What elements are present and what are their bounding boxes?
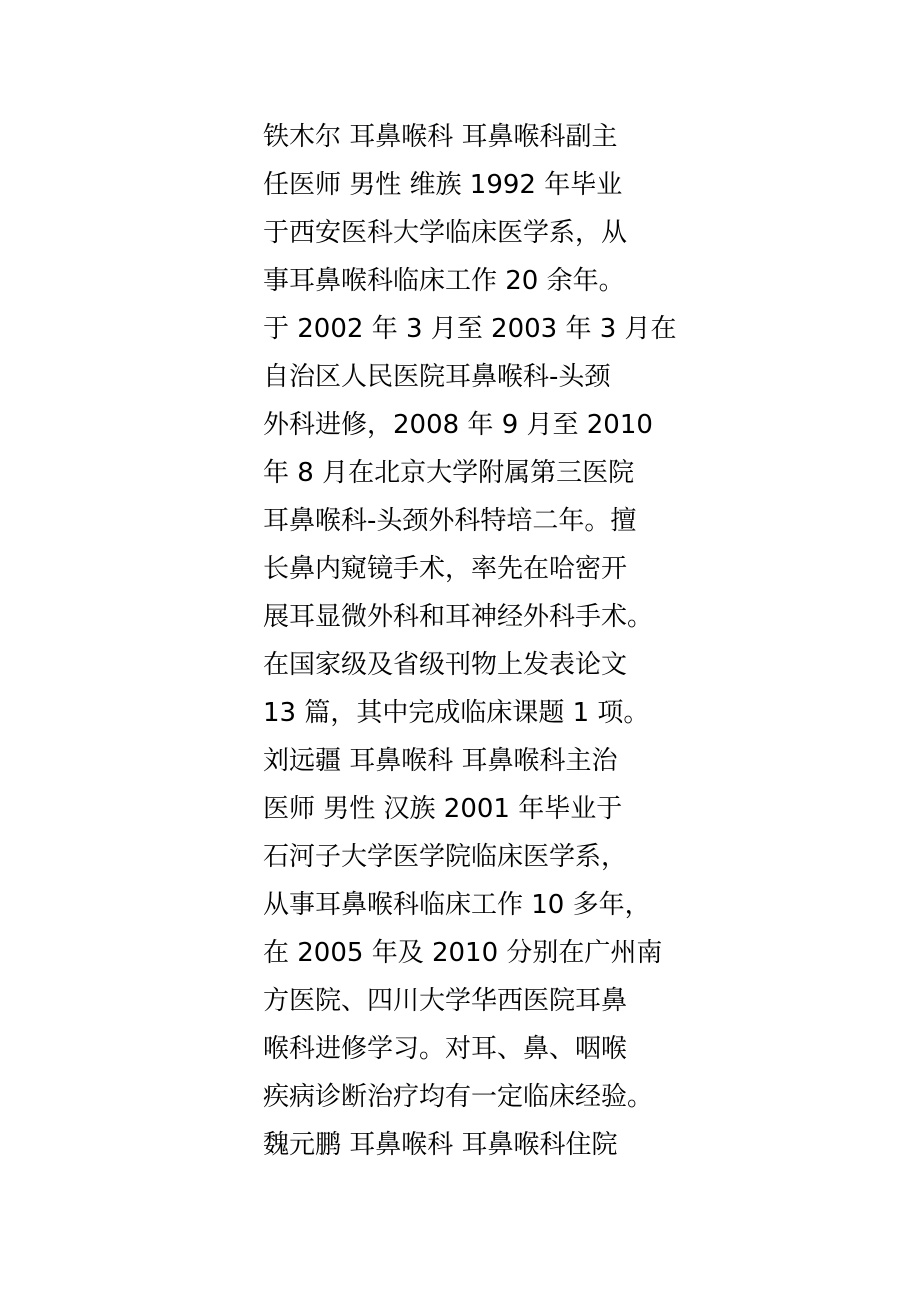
- text-line: 石河子大学医学院临床医学系，: [263, 842, 628, 872]
- text-line: 任医师 男性 维族 1992 年毕业: [263, 170, 623, 200]
- text-line: 刘远疆 耳鼻喉科 耳鼻喉科主治: [263, 746, 618, 776]
- text-line: 于西安医科大学临床医学系，从: [263, 218, 628, 248]
- text-line: 13 篇，其中完成临床课题 1 项。: [263, 698, 650, 728]
- text-line: 事耳鼻喉科临床工作 20 余年。: [263, 266, 625, 296]
- text-line: 自治区人民医院耳鼻喉科-头颈: [263, 362, 611, 392]
- text-line: 医师 男性 汉族 2001 年毕业于: [263, 794, 623, 824]
- text-line: 于 2002 年 3 月至 2003 年 3 月在: [263, 314, 677, 344]
- text-line: 耳鼻喉科-头颈外科特培二年。擅: [263, 506, 637, 536]
- text-line: 铁木尔 耳鼻喉科 耳鼻喉科副主: [263, 122, 618, 152]
- text-line: 从事耳鼻喉科临床工作 10 多年，: [263, 890, 651, 920]
- text-line: 长鼻内窥镜手术，率先在哈密开: [263, 554, 628, 584]
- text-line: 疾病诊断治疗均有一定临床经验。: [263, 1082, 654, 1112]
- text-line: 年 8 月在北京大学附属第三医院: [263, 458, 635, 488]
- text-line: 外科进修，2008 年 9 月至 2010: [263, 410, 653, 440]
- text-line: 在国家级及省级刊物上发表论文: [263, 650, 628, 680]
- document-body: [263, 113, 683, 1169]
- text-line: 展耳显微外科和耳神经外科手术。: [263, 602, 654, 632]
- text-line: 在 2005 年及 2010 分别在广州南: [263, 938, 663, 968]
- text-line: 方医院、四川大学华西医院耳鼻: [263, 986, 628, 1016]
- text-line: 喉科进修学习。对耳、鼻、咽喉: [263, 1034, 628, 1064]
- text-line: 魏元鹏 耳鼻喉科 耳鼻喉科住院: [263, 1130, 618, 1160]
